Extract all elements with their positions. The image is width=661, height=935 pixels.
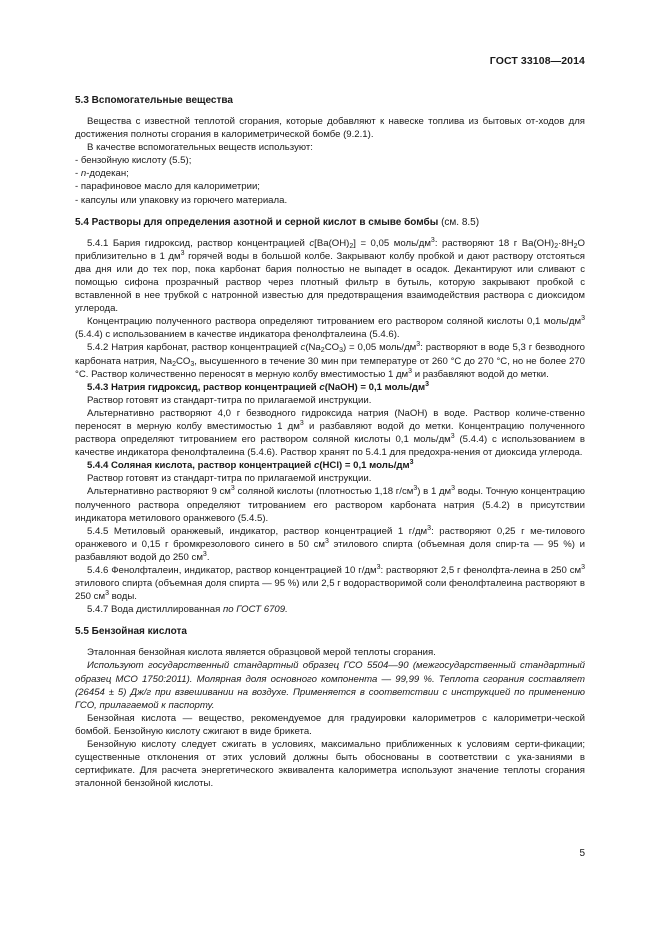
s53-list-item-4: - капсулы или упаковку из горючего материала. [75,194,288,206]
paragraph-5-4-5: 5.4.5 Метиловый оранжевый, индикатор, раствор концентрацией 1 $г/дм^3$: растворяют 0,25 г ме-тилового оранжевого и 0,15 г бромкрезолового синего в 50 $см^3$ этилового спирта (объемная доля спир-та — 95 %) и разбавляют водой до 250 $см^3$. [75,524,585,563]
s53-list-item-1: - бензойную кислоту (5.5); [75,155,192,167]
heading-5-4-3: 5.4.3 Натрия гидроксид, раствор концентрацией c(NaOH) = 0,1 моль/$дм^3$ [87,380,430,393]
standard-designation: ГОСТ 33108—2014 [489,55,585,67]
page-number: 5 [579,848,585,859]
paragraph-5-4-7: 5.4.7 Вода дистиллированная по ГОСТ 6709. [87,604,288,616]
paragraph-5-4-1-concentration: Концентрацию полученного раствора определяют титрованием его раствором соляной кислоты 0,1 моль/$дм^3$ (5.4.4) с использованием в качестве индикатора фенолфталеина (5.4.6). [75,315,585,341]
section-5-3-title: 5.3 Вспомогательные вещества [75,95,233,106]
s55-paragraph-3: Бензойная кислота — вещество, рекомендуемое для градуировки калориметров с калориметри-ческой бомбой. Бензойную кислоту сжигают в виде брикета. [75,712,585,737]
section-5-5-title: 5.5 Бензойная кислота [75,626,187,638]
paragraph-5-4-6: 5.4.6 Фенолфталеин, индикатор, раствор концентрацией 10 $г/дм^3$: растворяют 2,5 г фенолфта-леина в 250 $см^3$ этилового спирта (объемная доля спирта — 95 %) или 2,5 г водорастворимой соли фенолфталеина растворяют в 250 $см^3$ воды. [75,564,585,603]
s53-list-item-3: - парафиновое масло для калориметрии; [75,181,260,193]
s53-paragraph-1: Вещества с известной теплотой сгорания, которые добавляют к навеске топлива из бытовых от-ходов для достижения полноты сгорания в калориметрической бомбе (9.2.1). [75,116,585,141]
paragraph-5-4-2: 5.4.2 Натрия карбонат, раствор концентрацией $c(Na_2CO_3) = 0,05$ моль/$дм^3$: растворяют в воде 5,3 г безводного карбоната натрия, $Na_2CO_3$, высушенного в течение 30 мин при температуре от 260 °С до 270 °С, но не более 270 °С. Раствор количественно переносят в мерную колбу вместимостью 1 $дм^3$ и разбавляют водой до метки. [75,341,585,380]
section-5-4-title: 5.4 Растворы для определения азотной и серной кислот в смыве бомбы (см. 8.5) [75,216,480,228]
paragraph-5-4-4-b: Альтернативно растворяют 9 $см^3$ соляной кислоты (плотностью 1,18 $г/см^3$) в 1 $дм^3$ воды. Точную концентрацию полученного раствора определяют титрованием его раствором карбоната натрия (5.4.2) в присутствии индикатора метилового оранжевого (5.4.5). [75,485,585,524]
s55-paragraph-2: Используют государственный стандартный образец ГСО 5504—90 (межгосударственный стандартный образец МСО 1750:2011). Молярная доля основного компонента — 99,99 %. Теплота сгорания составляет (26454 ± 5) Дж/г при взвешивании на воздухе. Применяется в соответствии с инструкцией по применению ГСО, прилагаемой к паспорту. [75,660,585,711]
s53-paragraph-2: В качестве вспомогательных веществ используют: [87,142,313,154]
paragraph-5-4-1: 5.4.1 Бария гидроксид, раствор концентрацией $c[Ba(OH)_2] = 0,05$ моль/$дм^3$: растворяют 18 г $Ba(OH)_2\cdot 8H_2O$ приблизительно в 1 $дм^3$ горячей воды в большой колбе. Закрывают колбу пробкой и дают раствору отстояться два дня или до тех пор, пока карбонат бария полностью не выпадет в осадок. Декантируют или сливают с помощью сифона прозрачный раствор через плотный фильтр в бутыль, которую закрывают пробкой с вставленной в нее трубкой с натронной известью для предотвращения взаимодействия раствора с диоксидом углерода. [75,236,585,315]
s55-paragraph-1: Эталонная бензойная кислота является образцовой мерой теплоты сгорания. [87,647,436,659]
document-content [75,94,585,790]
paragraph-5-4-4-a: Раствор готовят из стандарт-титра по прилагаемой инструкции. [87,473,372,485]
s55-paragraph-4: Бензойную кислоту следует сжигать в условиях, максимально приближенных к условиям серти-фикации; существенные отклонения от этих условий должны быть обоснованы в соответствии с ука-заниями в сертификате. Для расчета энергетического эквивалента калориметра используют значение теплоты сгорания эталонной бензойной кислоты. [75,739,585,790]
s53-list-item-2: - n-додекан; [75,168,129,180]
heading-5-4-4: 5.4.4 Соляная кислота, раствор концентрацией c(HCl) = 0,1 моль/$дм^3$ [87,459,414,472]
paragraph-5-4-3-b: Альтернативно растворяют 4,0 г безводного гидроксида натрия (NaOH) в воде. Раствор количе-ственно переносят в мерную колбу вместимостью 1 $дм^3$ и разбавляют водой до метки. Концентрацию полученного раствора определяют титрованием его раствором соляной кислоты 0,1 моль/$дм^3$ (5.4.4) с использованием в качестве индикатора фенолфталеина (5.4.6). Раствор хранят по 5.4.1 для предохра-нения от диоксида углерода. [75,407,586,459]
paragraph-5-4-3-a: Раствор готовят из стандарт-титра по прилагаемой инструкции. [87,394,372,406]
